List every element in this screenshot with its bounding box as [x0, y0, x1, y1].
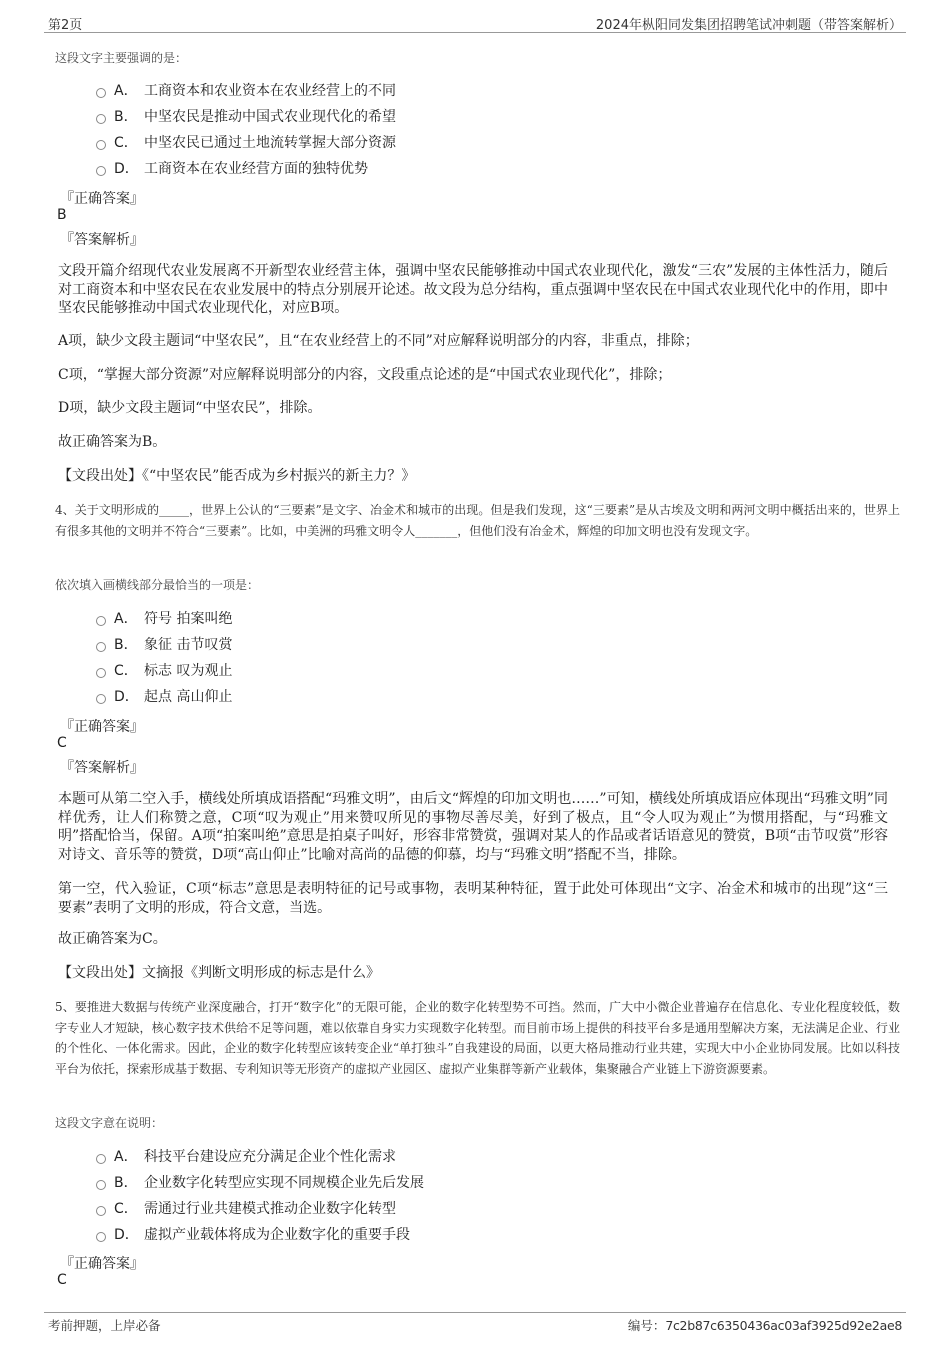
- q4-question-text: 4、关于文明形成的_____，世界上公认的“三要素”是文字、冶金术和城市的出现。但是我们发现，这“三要素”是从古埃及文明和两河文明中概括出来的，世界上有很多其他的文明并不符合“三要素”。比如，中美洲的玛雅文明令人_______，但他们没有冶金术，辉煌的印加文明也没有发现文字。: [55, 503, 900, 538]
- radio-icon[interactable]: [96, 1232, 106, 1242]
- page-header: [44, 12, 906, 33]
- q4-analysis-2: 第一空，代入验证，C项“标志”意思是表明特征的记号或事物，表明某种特征，置于此处可体现出“文字、冶金术和城市的出现”这“三要素”表明了文明的形成，符合文意，当选。: [58, 881, 888, 916]
- q5-question-text: 5、要推进大数据与传统产业深度融合，打开“数字化”的无限可能，企业的数字化转型势不可挡。然而，广大中小微企业普遍存在信息化、专业化程度较低，数字专业人才短缺，核心数字技术供给不足等问题，难以依靠自身实力实现数字化转型。而目前市场上提供的科技平台多是通用型解决方案，无法满足企业、行业的个性化、一体化需求。因此，企业的数字化转型应该转变企业“单打独斗”自我建设的局面，以更大格局推动行业共建，实现大中小企业协同发展。比如以科技平台为依托，探索形成基于数据、专利知识等无形资产的虚拟产业园区、虚拟产业集群等新产业载体，集聚融合产业链上下游资源要素。: [55, 1000, 900, 1076]
- radio-icon[interactable]: [96, 88, 106, 98]
- radio-icon[interactable]: [96, 114, 106, 124]
- document-title: 2024年枞阳同发集团招聘笔试冲刺题（带答案解析）: [595, 18, 902, 33]
- q4-prompt: 依次填入画横线部分最恰当的一项是：: [55, 578, 260, 592]
- q4-option-c[interactable]: C． 标志 叹为观止: [96, 660, 232, 682]
- q4-analysis-label: 『答案解析』: [60, 760, 144, 776]
- q5-option-d[interactable]: D． 虚拟产业载体将成为企业数字化的重要手段: [96, 1224, 410, 1246]
- q3-analysis-3: C项，“掌握大部分资源”对应解释说明部分的内容，文段重点论述的是“中国式农业现代化”，排除；: [58, 367, 672, 383]
- q3-option-b[interactable]: B． 中坚农民是推动中国式农业现代化的希望: [96, 106, 396, 128]
- q3-analysis-5: 故正确答案为B。: [58, 434, 167, 450]
- q4-answer: C: [57, 735, 67, 751]
- q5-option-a[interactable]: A． 科技平台建设应充分满足企业个性化需求: [96, 1146, 396, 1168]
- radio-icon[interactable]: [96, 668, 106, 678]
- document-code: 编号：7c2b87c6350436ac03af3925d92e2ae8: [627, 1318, 902, 1333]
- q3-prompt: 这段文字主要强调的是：: [55, 51, 188, 65]
- q4-answer-label: 『正确答案』: [60, 719, 144, 735]
- q3-option-d[interactable]: D． 工商资本在农业经营方面的独特优势: [96, 158, 368, 180]
- radio-icon[interactable]: [96, 616, 106, 626]
- q5-option-c[interactable]: C． 需通过行业共建模式推动企业数字化转型: [96, 1198, 396, 1220]
- page-number: 第2页: [48, 18, 83, 33]
- q3-analysis-2: A项，缺少文段主题词“中坚农民”，且“在农业经营上的不同”对应解释说明部分的内容，非重点，排除；: [58, 333, 699, 349]
- q4-analysis-1: 本题可从第二空入手，横线处所填成语搭配“玛雅文明”，由后文“辉煌的印加文明也……”可知，横线处所填成语应体现出“玛雅文明”同样优秀，让人们称赞之意，C项“叹为观止”用来赞叹所见的事物尽善尽美，好到了极点，且“令人叹为观止”为惯用搭配，与“玛雅文明”搭配恰当，保留。A项“拍案叫绝”意思是拍桌子叫好，形容非常赞赏，强调对某人的作品或者话语意见的赞赏，B项“击节叹赏”形容对诗文、音乐等的赞赏，D项“高山仰止”比喻对高尚的品德的仰慕，均与“玛雅文明”搭配不当，排除。: [58, 791, 888, 863]
- radio-icon[interactable]: [96, 694, 106, 704]
- q3-source: 【文段出处】《“中坚农民”能否成为乡村振兴的新主力？》: [58, 468, 416, 484]
- q4-option-a[interactable]: A． 符号 拍案叫绝: [96, 608, 232, 630]
- q4-analysis-3: 故正确答案为C。: [58, 931, 167, 947]
- q5-option-b[interactable]: B． 企业数字化转型应实现不同规模企业先后发展: [96, 1172, 424, 1194]
- radio-icon[interactable]: [96, 1180, 106, 1190]
- q4-option-d[interactable]: D． 起点 高山仰止: [96, 686, 232, 708]
- q5-answer: C: [57, 1272, 67, 1288]
- radio-icon[interactable]: [96, 1206, 106, 1216]
- q3-answer-label: 『正确答案』: [60, 191, 144, 207]
- q4-source: 【文段出处】文摘报《判断文明形成的标志是什么》: [58, 965, 380, 981]
- q3-option-c[interactable]: C． 中坚农民已通过土地流转掌握大部分资源: [96, 132, 396, 154]
- radio-icon[interactable]: [96, 1154, 106, 1164]
- radio-icon[interactable]: [96, 166, 106, 176]
- q4-option-b[interactable]: B． 象征 击节叹赏: [96, 634, 232, 656]
- radio-icon[interactable]: [96, 140, 106, 150]
- radio-icon[interactable]: [96, 642, 106, 652]
- q3-analysis-label: 『答案解析』: [60, 232, 144, 248]
- q5-answer-label: 『正确答案』: [60, 1256, 144, 1272]
- page-footer: [44, 1312, 906, 1335]
- footer-slogan: 考前押题，上岸必备: [48, 1318, 161, 1333]
- q3-option-a[interactable]: A． 工商资本和农业资本在农业经营上的不同: [96, 80, 396, 102]
- q3-analysis-1: 文段开篇介绍现代农业发展离不开新型农业经营主体，强调中坚农民能够推动中国式农业现代化，激发“三农”发展的主体性活力，随后对工商资本和中坚农民在农业发展中的特点分别展开论述。故文段为总分结构，重点强调中坚农民在中国式农业现代化中的作用，即中坚农民能够推动中国式农业现代化，对应B项。: [58, 263, 888, 316]
- q5-prompt: 这段文字意在说明：: [55, 1116, 164, 1130]
- q3-answer: B: [57, 207, 67, 223]
- q3-analysis-4: D项，缺少文段主题词“中坚农民”，排除。: [58, 400, 322, 416]
